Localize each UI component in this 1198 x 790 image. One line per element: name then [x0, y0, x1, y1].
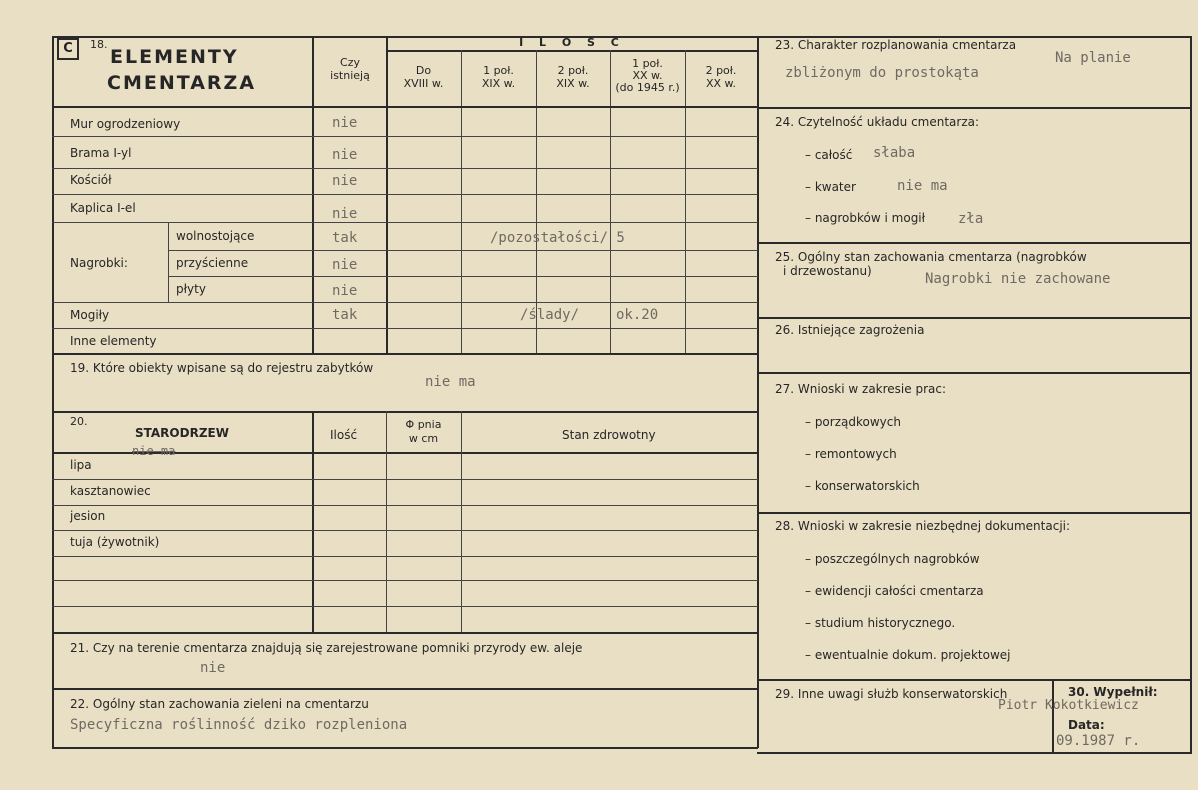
tree-lipa: lipa: [70, 458, 92, 472]
s18-title-line1: ELEMENTY: [110, 46, 239, 68]
s26-label: 26. Istniejące zagrożenia: [775, 323, 925, 337]
s25-label-line2: i drzewostanu): [783, 264, 872, 278]
s18-title-line2: CMENTARZA: [107, 72, 257, 94]
mogily-label: Mogiły: [70, 308, 110, 322]
col-xviii: Do XVIII w.: [403, 64, 444, 90]
s30-name: Piotr Kokotkiewicz: [998, 698, 1139, 713]
col-2pol-xix: 2 poł. XIX w.: [556, 64, 590, 90]
nagrobki-wolnostojace-value: tak: [332, 230, 358, 246]
s28-studium: – studium historycznego.: [805, 616, 956, 630]
col-1pol-xx: 1 poł. XX w. (do 1945 r.): [615, 57, 680, 94]
row-label-mur: Mur ogrodzeniowy: [70, 117, 181, 131]
row-value-brama: nie: [332, 147, 358, 163]
col-ilosc: Ilość: [330, 428, 358, 442]
nagrobki-przyscienne-value: nie: [332, 257, 358, 273]
s20-struck-nie-ma: nie ma: [132, 444, 176, 458]
inne-elementy-label: Inne elementy: [70, 334, 157, 348]
s25-value: Nagrobki nie zachowane: [925, 271, 1111, 287]
tree-kasztanowiec: kasztanowiec: [70, 484, 151, 498]
tree-jesion: jesion: [70, 509, 106, 523]
s21-value: nie: [200, 660, 226, 676]
s28-ewidencji: – ewidencji całości cmentarza: [805, 584, 984, 598]
s24-label: 24. Czytelność układu cmentarza:: [775, 115, 980, 129]
s28-projektowej: – ewentualnie dokum. projektowej: [805, 648, 1011, 662]
row-label-brama: Brama I-yl: [70, 146, 132, 160]
s27-porzadkowych: – porządkowych: [805, 415, 901, 429]
s19-label: 19. Które obiekty wpisane są do rejestru zabytków: [70, 361, 374, 375]
nagrobki-plyty-label: płyty: [176, 282, 206, 296]
s24-nagrobkow-label: – nagrobków i mogił: [805, 211, 926, 225]
s25-label-line1: 25. Ogólny stan zachowania cmentarza (nagrobków: [775, 250, 1087, 264]
s24-nagrobkow-value: zła: [958, 211, 984, 227]
nagrobki-wolnostojace-label: wolnostojące: [176, 229, 255, 243]
s24-kwater-value: nie ma: [897, 178, 948, 194]
nagrobki-plyty-value: nie: [332, 283, 358, 299]
ilosc-header: I L O Ś Ć: [519, 36, 625, 49]
typed-slady: /ślady/: [520, 307, 580, 323]
s21-label: 21. Czy na terenie cmentarza znajdują się zarejestrowane pomniki przyrody ew. aleje: [70, 641, 583, 655]
col-stan-zdrowotny: Stan zdrowotny: [562, 428, 656, 442]
s24-calosc-value: słaba: [873, 145, 916, 161]
mogily-value: tak: [332, 307, 358, 323]
s27-label: 27. Wnioski w zakresie prac:: [775, 382, 947, 396]
s29-label: 29. Inne uwagi służb konserwatorskich: [775, 687, 1008, 701]
s30-date: 09.1987 r.: [1056, 733, 1141, 749]
s30-date-label: Data:: [1068, 718, 1105, 732]
s22-value: Specyficzna roślinność dziko rozpleniona: [70, 717, 408, 733]
s20-number: 20.: [70, 415, 88, 428]
col-exists: Czy istnieją: [330, 56, 370, 82]
section-letter-box: C: [57, 38, 79, 60]
s27-remontowych: – remontowych: [805, 447, 897, 461]
row-label-kosciol: Kościół: [70, 173, 112, 187]
s24-kwater-label: – kwater: [805, 180, 856, 194]
s23-value-line1: Na planie: [1055, 50, 1131, 66]
nagrobki-label: Nagrobki:: [70, 256, 128, 270]
s22-label: 22. Ogólny stan zachowania zieleni na cmentarzu: [70, 697, 369, 711]
row-label-kaplica: Kaplica I-el: [70, 201, 136, 215]
s18-number: 18.: [90, 38, 108, 51]
col-pnia: Φ pnia w cm: [405, 418, 442, 445]
row-value-kosciol: nie: [332, 173, 358, 189]
s23-label: 23. Charakter rozplanowania cmentarza: [775, 38, 1017, 52]
s30-label: 30. Wypełnił:: [1068, 685, 1158, 699]
row-value-kaplica: nie: [332, 206, 358, 222]
tree-tuja: tuja (żywotnik): [70, 535, 160, 549]
s28-nagrobkow: – poszczególnych nagrobków: [805, 552, 980, 566]
row-value-mur: nie: [332, 115, 358, 131]
s28-label: 28. Wnioski w zakresie niezbędnej dokumentacji:: [775, 519, 1071, 533]
s27-konserwatorskich: – konserwatorskich: [805, 479, 920, 493]
s19-value: nie ma: [425, 374, 476, 390]
s24-calosc-label: – całość: [805, 148, 853, 162]
col-2pol-xx: 2 poł. XX w.: [705, 64, 737, 90]
s20-title: STARODRZEW: [135, 426, 229, 440]
s23-value-line2: zbliżonym do prostokąta: [785, 65, 979, 81]
col-1pol-xix: 1 poł. XIX w.: [481, 64, 516, 90]
typed-pozostalosci: /pozostałości/ 5: [490, 230, 625, 246]
typed-ok20: ok.20: [616, 307, 659, 323]
nagrobki-przyscienne-label: przyścienne: [176, 256, 249, 270]
